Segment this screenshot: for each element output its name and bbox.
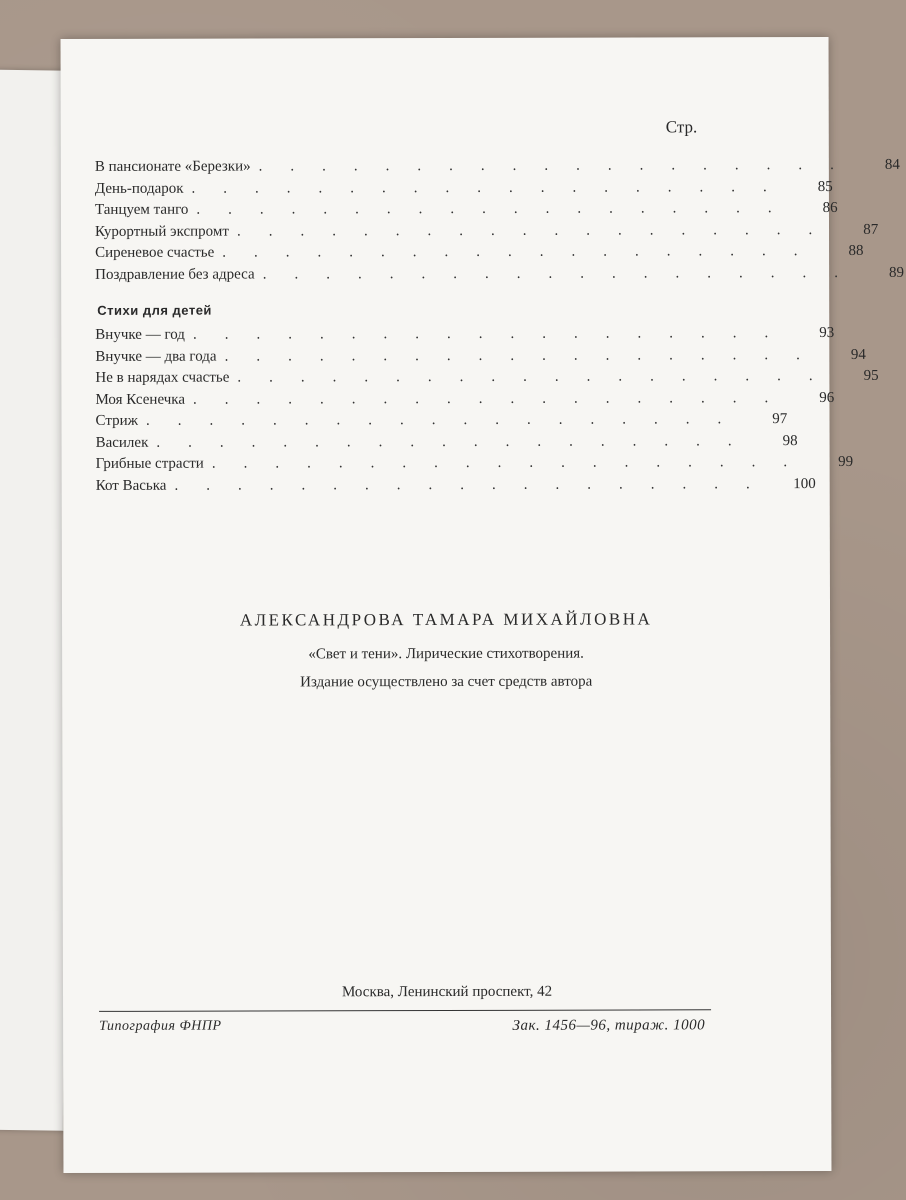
toc-page: 100: [793, 475, 816, 492]
toc-title: Стриж: [95, 412, 138, 429]
toc-row: [95, 475, 816, 499]
toc-row: [95, 242, 864, 266]
toc-title: Грибные страсти: [95, 455, 204, 472]
page-column-label: Стр.: [665, 117, 698, 137]
toc-page: 93: [819, 324, 835, 342]
leader-dots: ...................: [258, 156, 862, 175]
toc-row: [94, 221, 879, 245]
toc-title: Моя Ксенечка: [95, 391, 186, 408]
toc-row: [94, 178, 833, 202]
toc-page: 97: [772, 411, 788, 428]
toc-title: Кот Васька: [95, 477, 167, 494]
toc-page: 84: [884, 156, 900, 173]
toc-row: [95, 432, 798, 456]
leader-dots: ...................: [196, 200, 800, 218]
toc-page: 86: [822, 199, 838, 217]
leader-dots: ...................: [224, 346, 828, 365]
toc-title: Василек: [95, 434, 149, 451]
toc-row: [95, 264, 904, 288]
toc-page: 85: [817, 178, 833, 195]
toc-title: Танцуем танго: [94, 201, 189, 218]
book-subtitle: «Свет и тени». Лирические стихотворения.: [308, 645, 584, 663]
toc-list-b: [95, 324, 879, 499]
divider-rule: [99, 1009, 711, 1012]
toc-title: Курортный экспромт: [94, 223, 229, 240]
toc-row: [95, 411, 788, 434]
toc-page: 98: [782, 432, 798, 449]
leader-dots: ...................: [262, 264, 866, 282]
toc-page: 99: [838, 453, 854, 470]
section-heading: Стихи для детей: [97, 302, 212, 318]
toc-row: [95, 324, 835, 348]
leader-dots: ...................: [211, 454, 816, 472]
toc-title: Поздравление без адреса: [95, 265, 255, 283]
leader-dots: ...................: [237, 367, 841, 386]
leader-dots: ...................: [236, 221, 841, 240]
toc-list-a: [94, 156, 904, 288]
toc-title: Сиреневое счастье: [95, 244, 215, 261]
toc-page: 96: [819, 389, 835, 406]
toc-page: 87: [863, 221, 879, 238]
printer-name: Типография ФНПР: [99, 1018, 222, 1034]
order-print-run: Зак. 1456—96, тираж. 1000: [512, 1017, 706, 1034]
book-page: [61, 37, 904, 1173]
publisher-address: Москва, Ленинский проспект, 42: [341, 983, 553, 1001]
funding-note: Издание осуществлено за счет средств автора: [300, 673, 593, 691]
toc-row: [94, 156, 900, 180]
toc-row: [94, 199, 838, 223]
leader-dots: ...................: [191, 178, 795, 197]
toc-page: 89: [888, 264, 904, 281]
toc-title: Внучке — два года: [95, 348, 217, 365]
leader-dots: ...................: [222, 243, 826, 261]
leader-dots: ...................: [192, 389, 797, 408]
toc-title: В пансионате «Березки»: [94, 158, 251, 175]
toc-page: 94: [850, 346, 866, 363]
toc-title: День-подарок: [94, 180, 184, 197]
toc-page: 88: [848, 242, 864, 259]
leader-dots: ...................: [145, 411, 750, 429]
toc-row: [95, 346, 866, 370]
toc-row: [95, 453, 854, 477]
toc-row: [95, 367, 879, 391]
leader-dots: ...................: [192, 325, 797, 343]
leader-dots: ...................: [174, 475, 778, 494]
author-name: АЛЕКСАНДРОВА ТАМАРА МИХАЙЛОВНА: [239, 609, 653, 630]
toc-title: Не в нарядах счастье: [95, 369, 230, 386]
toc-page: 95: [863, 367, 879, 384]
toc-title: Внучке — год: [95, 326, 185, 343]
toc-row: [95, 389, 835, 413]
leader-dots: ...................: [156, 432, 760, 451]
